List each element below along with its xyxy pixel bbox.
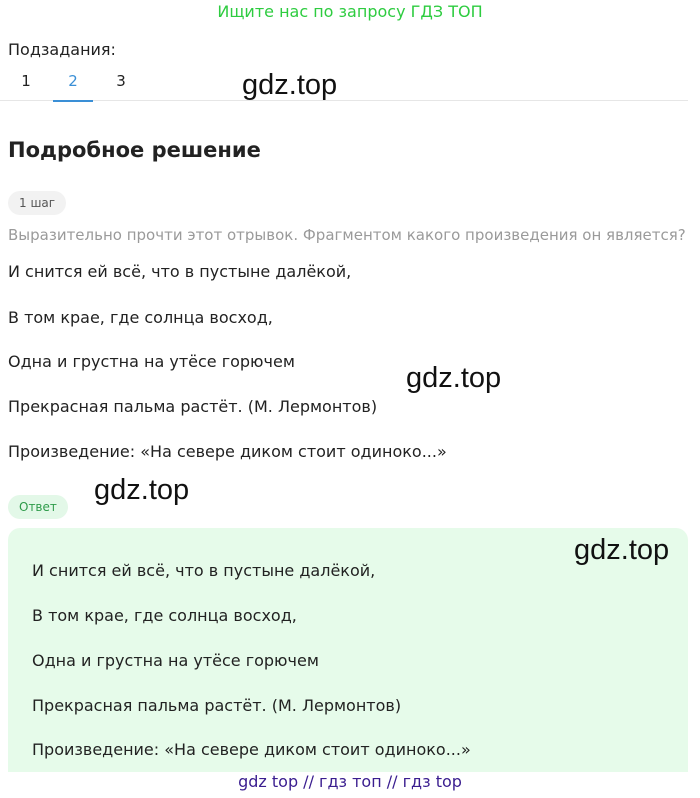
watermark: gdz.top (574, 534, 670, 566)
solution-line: И снится ей всё, что в пустыне далёкой, (8, 262, 352, 281)
answer-line: Одна и грустна на утёсе горючем (32, 651, 319, 670)
tab-subtask-1[interactable]: 1 (21, 72, 31, 90)
answer-line: В том крае, где солнца восход, (32, 606, 297, 625)
subtasks-label: Подзадания: (8, 40, 116, 59)
watermark: gdz.top (406, 362, 502, 394)
question-text: Выразительно прочти этот отрывок. Фрагментом какого произведения он является? (8, 226, 686, 244)
answer-line: И снится ей всё, что в пустыне далёкой, (32, 561, 376, 580)
solution-line: В том крае, где солнца восход, (8, 308, 273, 327)
subtask-tabs (0, 64, 688, 101)
solution-line: Произведение: «На севере диком стоит одиноко...» (8, 442, 447, 461)
answer-line: Прекрасная пальма растёт. (М. Лермонтов) (32, 696, 402, 715)
tab-subtask-3[interactable]: 3 (116, 72, 126, 90)
solution-line: Прекрасная пальма растёт. (М. Лермонтов) (8, 397, 378, 416)
promo-banner: Ищите нас по запросу ГДЗ ТОП (217, 2, 483, 21)
footer-links: gdz top // гдз топ // гдз top (238, 772, 462, 791)
answer-line: Произведение: «На севере диком стоит одиноко...» (32, 740, 471, 759)
watermark: gdz.top (242, 69, 338, 101)
answer-badge: Ответ (8, 495, 68, 519)
solution-line: Одна и грустна на утёсе горючем (8, 352, 295, 371)
step-badge: 1 шаг (8, 191, 66, 215)
watermark: gdz.top (94, 474, 190, 506)
tab-subtask-2[interactable]: 2 (53, 72, 93, 102)
section-title: Подробное решение (8, 138, 261, 162)
